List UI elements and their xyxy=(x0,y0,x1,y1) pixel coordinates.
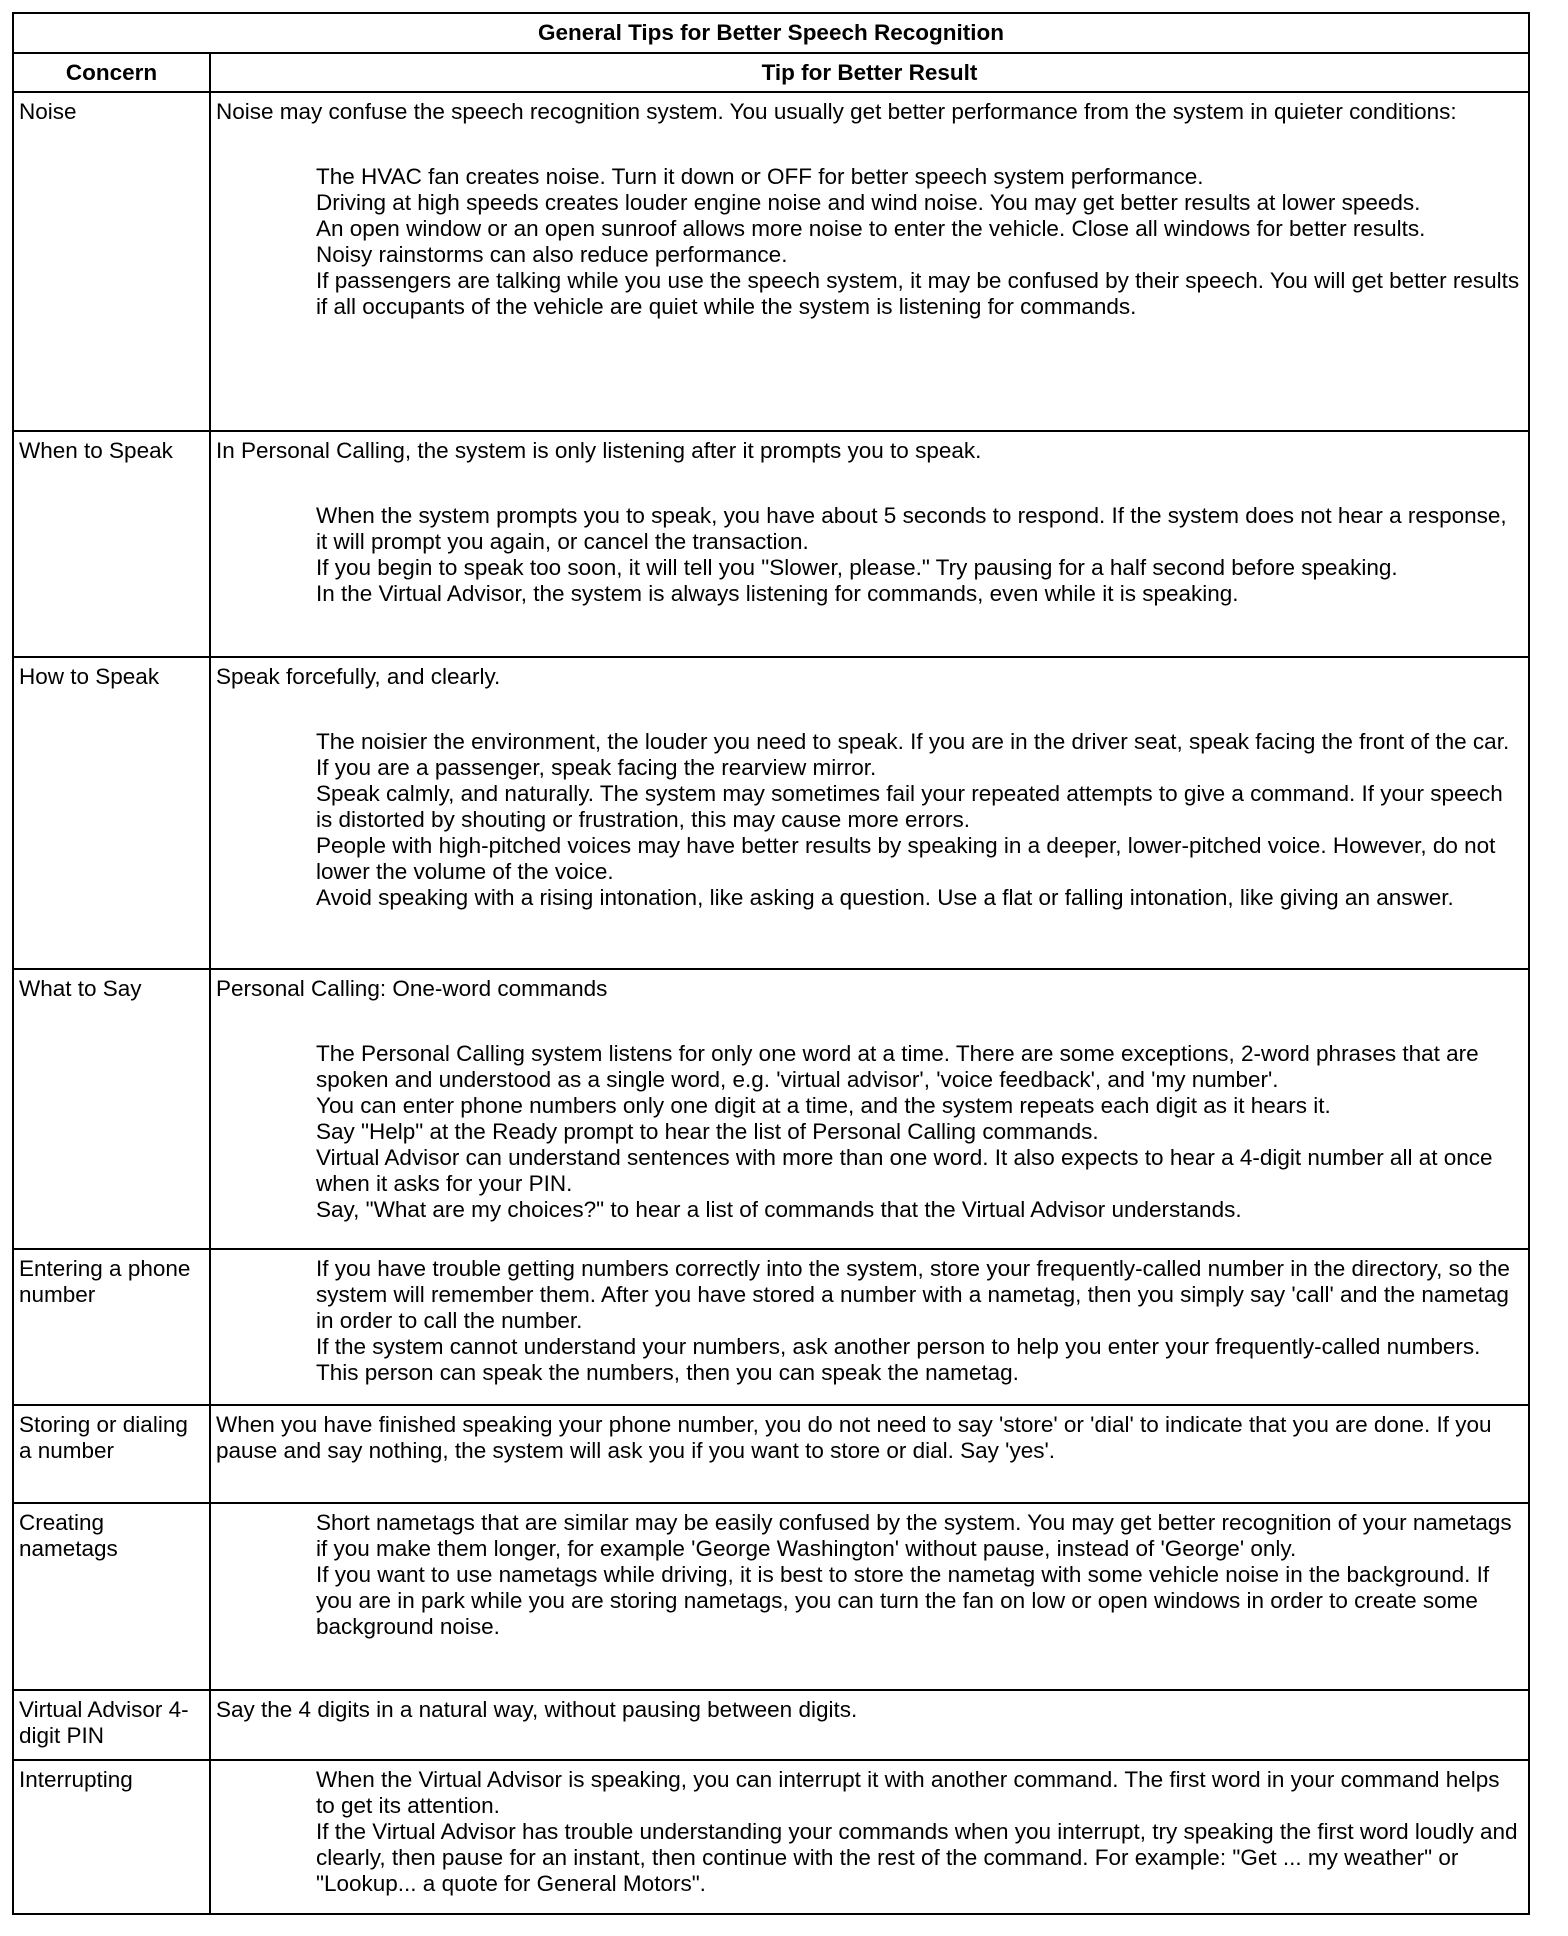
concern-cell: Virtual Advisor 4-digit PIN xyxy=(13,1690,210,1760)
document-page xyxy=(12,12,1528,1915)
tip-cell xyxy=(210,92,1529,431)
tip-intro: Say the 4 digits in a natural way, without pausing between digits. xyxy=(216,1697,858,1722)
list-item: Short nametags that are similar may be easily confused by the system. You may get better recognition of your nametags if you make them longer, for example 'George Washington' without pause, instead of 'George' only. xyxy=(316,1510,1512,1561)
header-tip: Tip for Better Result xyxy=(210,53,1529,92)
table-row xyxy=(13,969,1529,1249)
tip-list xyxy=(216,729,1522,911)
list-item: The noisier the environment, the louder you need to speak. If you are in the driver seat, speak facing the front of the car. If you are a passenger, speak facing the rearview mirror. xyxy=(316,729,1510,780)
tip-cell xyxy=(210,1405,1529,1503)
tip-intro: In Personal Calling, the system is only listening after it prompts you to speak. xyxy=(216,438,982,463)
tip-intro: Speak forcefully, and clearly. xyxy=(216,664,501,689)
list-item: Virtual Advisor can understand sentences with more than one word. It also expects to hear a 4-digit number all at once when it asks for your PIN. xyxy=(316,1145,1493,1196)
table-row xyxy=(13,657,1529,969)
concern-cell: Entering a phone number xyxy=(13,1249,210,1405)
concern-cell: Creating nametags xyxy=(13,1503,210,1690)
list-item: Say "Help" at the Ready prompt to hear the list of Personal Calling commands. xyxy=(316,1119,1099,1144)
list-item: If the system cannot understand your numbers, ask another person to help you enter your frequently-called numbers. This person can speak the numbers, then you can speak the nametag. xyxy=(316,1334,1481,1385)
concern-cell: Noise xyxy=(13,92,210,431)
list-item: Say, "What are my choices?" to hear a list of commands that the Virtual Advisor understands. xyxy=(316,1197,1242,1222)
tip-intro: Personal Calling: One-word commands xyxy=(216,976,608,1001)
list-item: Driving at high speeds creates louder engine noise and wind noise. You may get better results at lower speeds. xyxy=(316,190,1421,215)
concern-cell: When to Speak xyxy=(13,431,210,657)
table-row xyxy=(13,431,1529,657)
tip-cell xyxy=(210,431,1529,657)
table-title: General Tips for Better Speech Recognition xyxy=(13,13,1529,53)
tip-cell xyxy=(210,1690,1529,1760)
list-item: When the system prompts you to speak, you have about 5 seconds to respond. If the system does not hear a response, it will prompt you again, or cancel the transaction. xyxy=(316,503,1507,554)
list-item: An open window or an open sunroof allows more noise to enter the vehicle. Close all windows for better results. xyxy=(316,216,1426,241)
table-row xyxy=(13,1249,1529,1405)
list-item: If you begin to speak too soon, it will tell you "Slower, please." Try pausing for a half second before speaking. xyxy=(316,555,1398,580)
tip-list xyxy=(216,1767,1522,1897)
tip-list xyxy=(216,1510,1522,1640)
concern-cell: Storing or dialing a number xyxy=(13,1405,210,1503)
tip-list xyxy=(216,1041,1522,1223)
concern-cell: Interrupting xyxy=(13,1760,210,1914)
list-item: If passengers are talking while you use the speech system, it may be confused by their speech. You will get better results if all occupants of the vehicle are quiet while the system is listening for commands. xyxy=(316,268,1520,319)
tip-cell xyxy=(210,657,1529,969)
tip-intro: Noise may confuse the speech recognition system. You usually get better performance from the system in quieter conditions: xyxy=(216,99,1457,124)
list-item: If the Virtual Advisor has trouble understanding your commands when you interrupt, try speaking the first word loudly and clearly, then pause for an instant, then continue with the rest of the command. For example: "Get ... my weather" or "Lookup... a quote for General Motors". xyxy=(316,1819,1518,1896)
table-row xyxy=(13,1405,1529,1503)
table-caption-row xyxy=(13,13,1529,53)
table-row xyxy=(13,1503,1529,1690)
tip-intro: When you have finished speaking your phone number, you do not need to say 'store' or 'dial' to indicate that you are done. If you pause and say nothing, the system will ask you if you want to store or dial. Say 'yes'. xyxy=(216,1412,1492,1463)
list-item: Avoid speaking with a rising intonation, like asking a question. Use a flat or falling intonation, like giving an answer. xyxy=(316,885,1454,910)
list-item: The HVAC fan creates noise. Turn it down or OFF for better speech system performance. xyxy=(316,164,1204,189)
list-item: If you have trouble getting numbers correctly into the system, store your frequently-called number in the directory, so the system will remember them. After you have stored a number with a nametag, then you simply say 'call' and the nametag in order to call the number. xyxy=(316,1256,1510,1333)
tip-cell xyxy=(210,1503,1529,1690)
list-item: Noisy rainstorms can also reduce performance. xyxy=(316,242,788,267)
list-item: When the Virtual Advisor is speaking, you can interrupt it with another command. The first word in your command helps to get its attention. xyxy=(316,1767,1500,1818)
tip-cell xyxy=(210,1249,1529,1405)
tip-cell xyxy=(210,969,1529,1249)
header-concern: Concern xyxy=(13,53,210,92)
table-header-row xyxy=(13,53,1529,92)
tip-list xyxy=(216,164,1522,320)
tip-list xyxy=(216,503,1522,607)
list-item: If you want to use nametags while driving, it is best to store the nametag with some vehicle noise in the background. If you are in park while you are storing nametags, you can turn the fan on low or open windows in order to create some background noise. xyxy=(316,1562,1490,1639)
concern-cell: What to Say xyxy=(13,969,210,1249)
list-item: You can enter phone numbers only one digit at a time, and the system repeats each digit as it hears it. xyxy=(316,1093,1331,1118)
list-item: Speak calmly, and naturally. The system may sometimes fail your repeated attempts to give a command. If your speech is distorted by shouting or frustration, this may cause more errors. xyxy=(316,781,1503,832)
table-row xyxy=(13,1760,1529,1914)
concern-cell: How to Speak xyxy=(13,657,210,969)
list-item: The Personal Calling system listens for only one word at a time. There are some exceptions, 2-word phrases that are spoken and understood as a single word, e.g. 'virtual advisor', 'voice feedback', and 'my number'. xyxy=(316,1041,1479,1092)
speech-tips-table xyxy=(12,12,1530,1915)
tip-list xyxy=(216,1256,1522,1386)
list-item: People with high-pitched voices may have better results by speaking in a deeper, lower-pitched voice. However, do not lower the volume of the voice. xyxy=(316,833,1496,884)
table-row xyxy=(13,92,1529,431)
table-row xyxy=(13,1690,1529,1760)
list-item: In the Virtual Advisor, the system is always listening for commands, even while it is speaking. xyxy=(316,581,1239,606)
tip-cell xyxy=(210,1760,1529,1914)
